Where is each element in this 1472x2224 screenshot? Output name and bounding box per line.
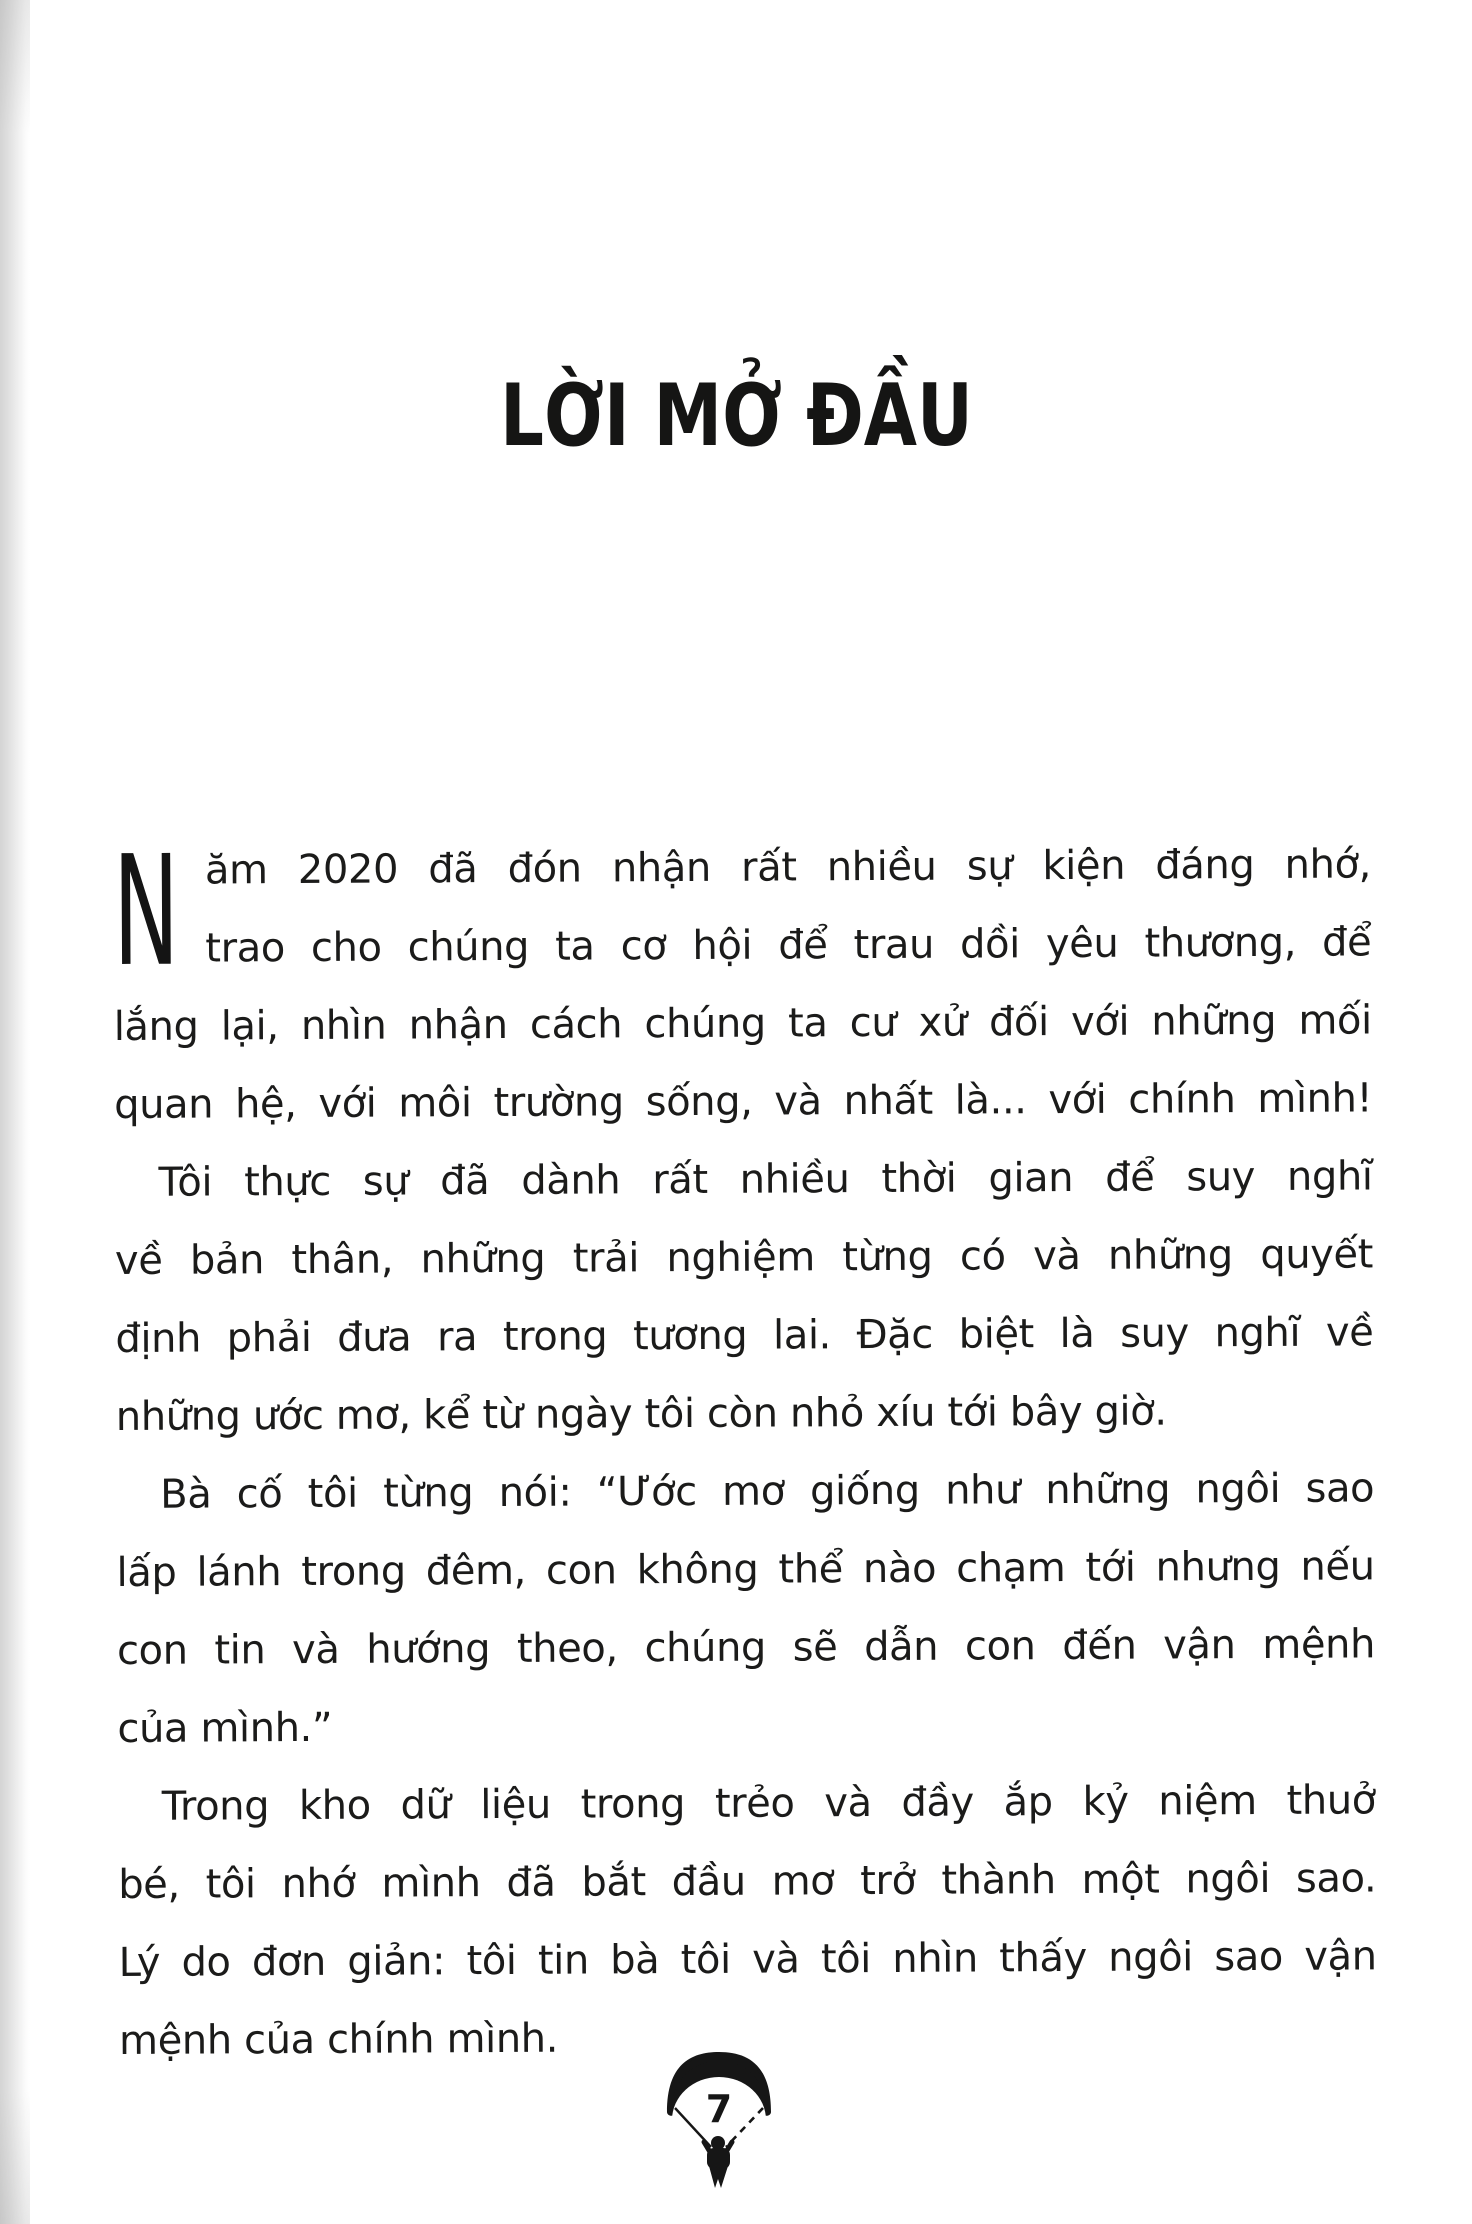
text-line: con tin và hướng theo, chúng sẽ dẫn con đến vận mệnh: [116, 1621, 1376, 1674]
body-text: [112, 822, 1378, 2080]
paragraph-1: [112, 822, 1373, 1144]
text-line: Trong kho dữ liệu trong trẻo và đầy ắp kỷ niệm thuở: [161, 1777, 1376, 1830]
parachutist-icon: [660, 2048, 778, 2216]
text-line: quan hệ, với môi trường sống, và nhất là... với chính mình!: [114, 1075, 1373, 1129]
dropcap-letter: N: [112, 822, 180, 1001]
text-line: trao cho chúng ta cơ hội để trau dồi yêu thương, để: [205, 919, 1372, 972]
text-line: ăm 2020 đã đón nhận rất nhiều sự kiện đáng nhớ,: [204, 841, 1372, 894]
text-line: bé, tôi nhớ mình đã bắt đầu mơ trở thành một ngôi sao.: [118, 1855, 1377, 1908]
jumper-head: [711, 2136, 725, 2150]
paragraph-3: [116, 1449, 1376, 1768]
paragraph-2: [114, 1137, 1374, 1456]
jumper-legs: [709, 2166, 728, 2188]
text-line: mệnh của chính mình.: [118, 2015, 559, 2064]
text-line: những ước mơ, kể từ ngày tôi còn nhỏ xíu tới bây giờ.: [115, 1388, 1167, 1441]
text-line: định phải đưa ra trong tương lai. Đặc biệt là suy nghĩ về: [115, 1309, 1374, 1363]
text-line: của mình.”: [117, 1704, 333, 1752]
page-number-emblem: [660, 2048, 778, 2216]
text-line: về bản thân, những trải nghiệm từng có và những quyết: [114, 1231, 1374, 1285]
chapter-title-text: LỜI MỞ ĐẦU: [499, 366, 973, 466]
paragraph-4: [118, 1761, 1378, 2080]
page-number: 7: [705, 2087, 733, 2131]
jumper-body: [707, 2148, 730, 2169]
scan-edge-shadow: [0, 0, 30, 2224]
text-line: Bà cố tôi từng nói: “Ước mơ giống như những ngôi sao: [160, 1465, 1375, 1518]
text-line: Tôi thực sự đã dành rất nhiều thời gian để suy nghĩ: [158, 1153, 1373, 1206]
text-line: lấp lánh trong đêm, con không thể nào chạm tới nhưng nếu: [116, 1543, 1375, 1596]
text-line: Lý do đơn giản: tôi tin bà tôi và tôi nhìn thấy ngôi sao vận: [118, 1933, 1377, 1986]
text-line: lắng lại, nhìn nhận cách chúng ta cư xử đối với những mối: [113, 997, 1372, 1051]
chapter-title: [0, 368, 1472, 464]
